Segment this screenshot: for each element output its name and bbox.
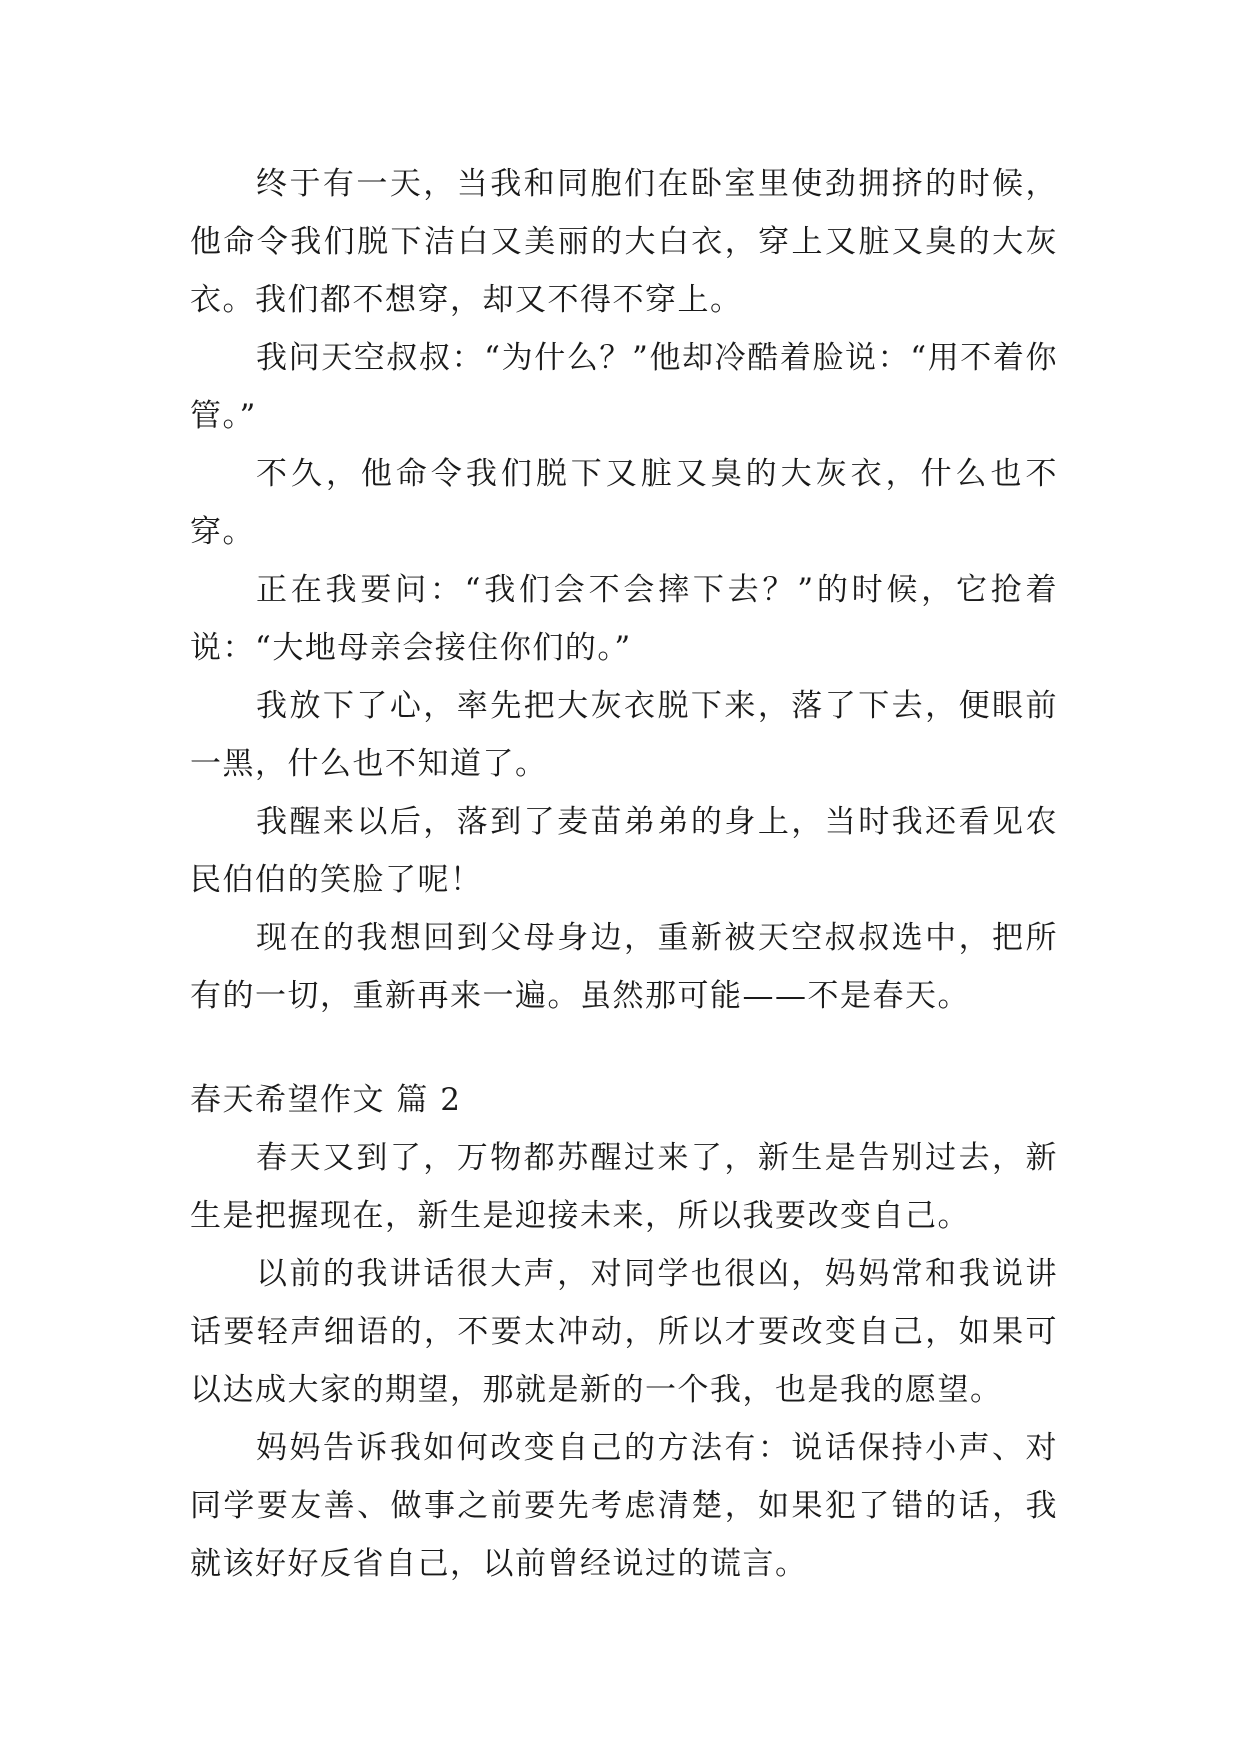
paragraph: 不久，他命令我们脱下又脏又臭的大灰衣，什么也不穿。 <box>190 456 1058 550</box>
paragraph: 现在的我想回到父母身边，重新被天空叔叔选中，把所有的一切，重新再来一遍。虽然那可能——不是春天。 <box>190 920 1058 1014</box>
paragraph: 终于有一天，当我和同胞们在卧室里使劲拥挤的时候，他命令我们脱下洁白又美丽的大白衣，穿上又脏又臭的大灰衣。我们都不想穿，却又不得不穿上。 <box>190 166 1058 318</box>
paragraph: 妈妈告诉我如何改变自己的方法有：说话保持小声、对同学要友善、做事之前要先考虑清楚，如果犯了错的话，我就该好好反省自己，以前曾经说过的谎言。 <box>190 1430 1058 1582</box>
paragraph: 我醒来以后，落到了麦苗弟弟的身上，当时我还看见农民伯伯的笑脸了呢！ <box>190 804 1058 898</box>
paragraph: 我问天空叔叔：“为什么？”他却冷酷着脸说：“用不着你管。” <box>190 340 1058 434</box>
section-title: 春天希望作文 篇 2 <box>190 1082 462 1118</box>
document-body <box>190 155 1058 1593</box>
paragraph: 我放下了心，率先把大灰衣脱下来，落了下去，便眼前一黑，什么也不知道了。 <box>190 688 1058 782</box>
paragraph: 以前的我讲话很大声，对同学也很凶，妈妈常和我说讲话要轻声细语的，不要太冲动，所以才要改变自己，如果可以达成大家的期望，那就是新的一个我，也是我的愿望。 <box>190 1256 1058 1408</box>
paragraph: 春天又到了，万物都苏醒过来了，新生是告别过去，新生是把握现在，新生是迎接未来，所以我要改变自己。 <box>190 1140 1058 1234</box>
paragraph: 正在我要问：“我们会不会摔下去？”的时候，它抢着说：“大地母亲会接住你们的。” <box>190 572 1058 666</box>
